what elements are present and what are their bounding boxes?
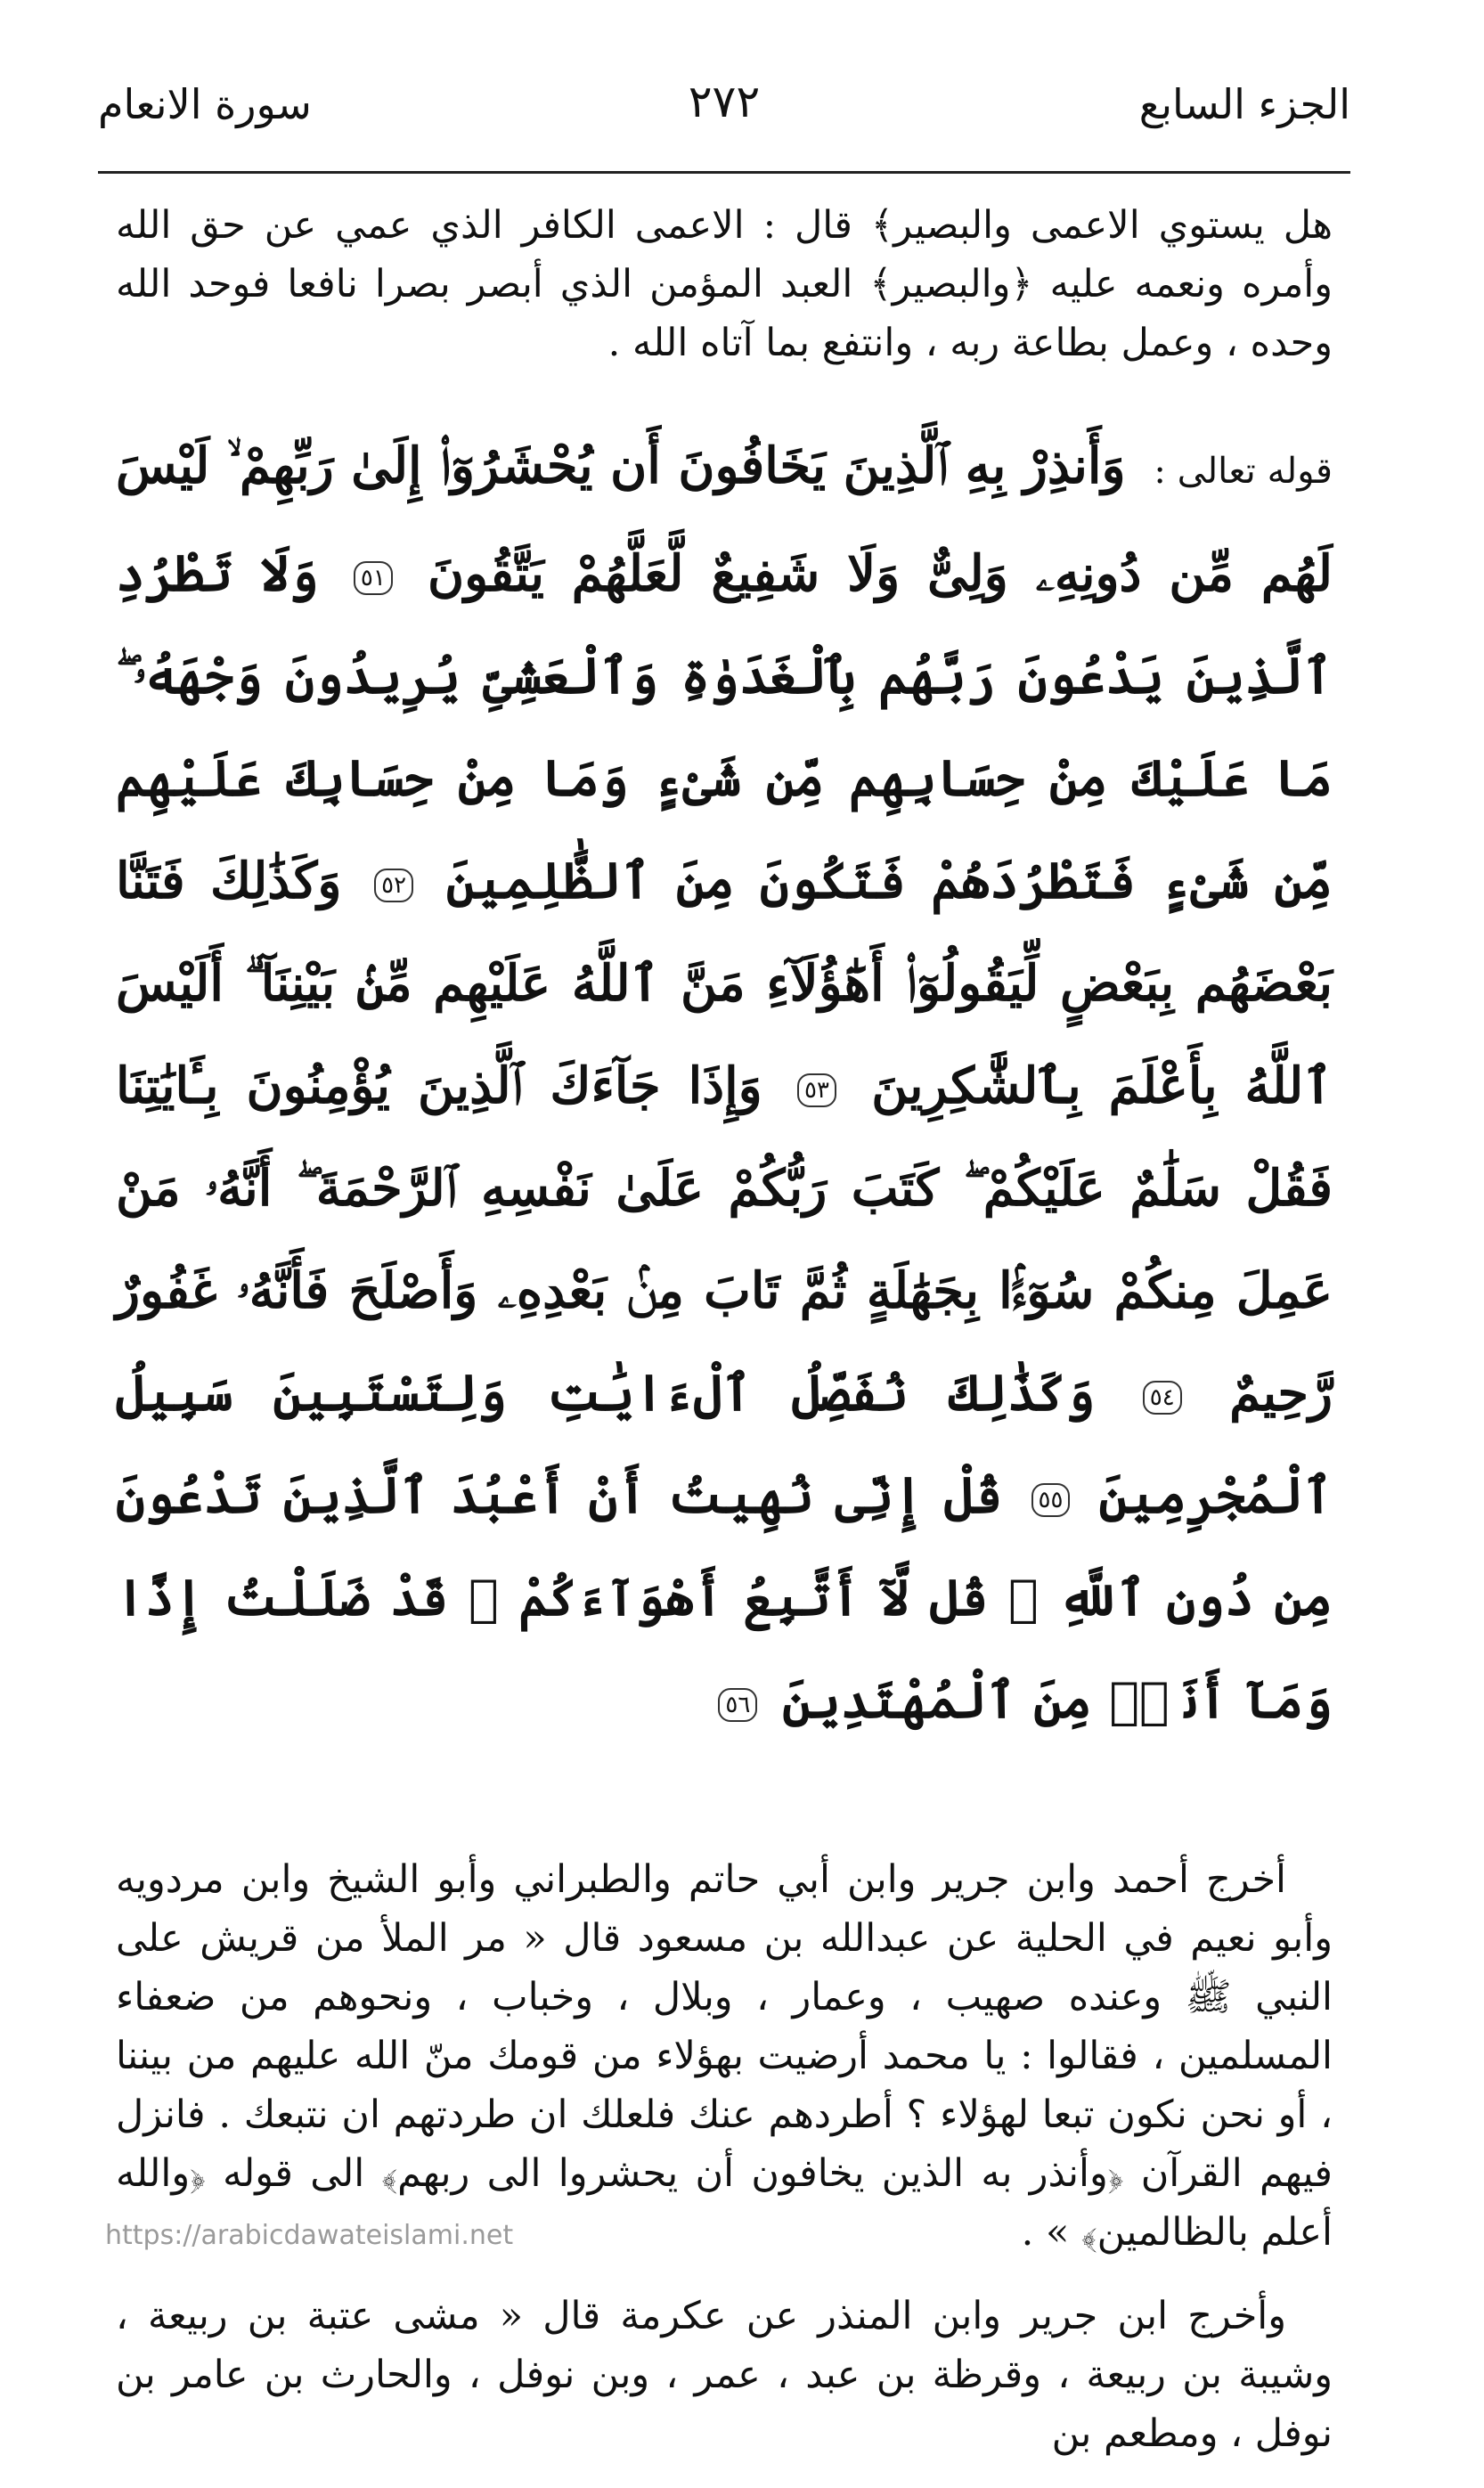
- verse-55: وَكَذَٰلِكَ نُفَصِّلُ ٱلْءَايَٰتِ وَلِتَسْتَبِينَ سَبِيلُ ٱلْمُجْرِمِينَ: [116, 1364, 1333, 1525]
- header-divider: [98, 171, 1350, 174]
- source-watermark: https://arabicdawateislami.net: [105, 2220, 514, 2251]
- page-header: [98, 64, 1350, 162]
- verse-end-marker-55: ٥٥: [1031, 1483, 1071, 1517]
- verse-intro-label: قوله تعالى :: [1154, 451, 1333, 492]
- verse-end-marker-51: ٥١: [354, 561, 393, 595]
- commentary-paragraph-2: وأخرج ابن جرير وابن المنذر عن عكرمة قال « مشى عتبة بن ربيعة ، وشيبة بن ربيعة ، وقرظة بن عبد ، عمر ، وبن نوفل ، والحارث بن عامر بن نوفل ، ومطعم بن: [116, 2294, 1333, 2456]
- commentary-paragraph-1: أخرج أحمد وابن جرير وابن أبي حاتم والطبراني وأبو الشيخ وابن مردويه وأبو نعيم في الحلية عن عبدالله بن مسعود قال « مر الملأ من قريش على النبي ﷺ وعنده صهيب ، وعمار ، وبلال ، وخباب ، ونحوهم من ضعفاء المسلمين ، فقالوا : يا محمد أرضيت بهؤلاء من قومك منّ الله عليهم من بيننا ، أو نحن نكون تبعا لهؤلاء ؟ أطردهم عنك فلعلك ان طردتهم ان نتبعك . فانزل فيهم القرآن ﴿وأنذر به الذين يخافون أن يحشروا الى ربهم﴾ الى قوله ﴿والله أعلم بالظالمين﴾ » .: [116, 1857, 1333, 2255]
- verse-54: وَإِذَا جَآءَكَ ٱلَّذِينَ يُؤْمِنُونَ بِـَٔايَٰتِنَا فَقُلْ سَلَٰمٌ عَلَيْكُمْ ۖ كَتَبَ رَبُّكُمْ عَلَىٰ نَفْسِهِ ٱلرَّحْمَةَ ۖ أَنَّهُۥ مَنْ عَمِلَ مِنكُمْ سُوٓءًۢا بِجَهَٰلَةٍ ثُمَّ تَابَ مِنۢ بَعْدِهِۦ وَأَصْلَحَ فَأَنَّهُۥ غَفُورٌ رَّحِيمٌ: [116, 1056, 1333, 1423]
- verse-52: وَلَا تَطْرُدِ ٱلَّذِينَ يَدْعُونَ رَبَّهُم بِٱلْغَدَوٰةِ وَٱلْعَشِىِّ يُرِيدُونَ وَجْهَهُۥ ۖ مَا عَلَيْكَ مِنْ حِسَابِهِم مِّن شَىْءٍ وَمَا مِنْ حِسَابِكَ عَلَيْهِم مِّن شَىْءٍ فَتَطْرُدَهُمْ فَتَكُونَ مِنَ ٱلظَّٰلِمِينَ: [116, 544, 1333, 910]
- verse-end-marker-56: ٥٦: [718, 1688, 757, 1722]
- verse-end-marker-52: ٥٢: [374, 869, 413, 902]
- commentary-paragraph-top: هل يستوي الاعمى والبصير﴾ قال : الاعمى الكافر الذي عمي عن حق الله وأمره ونعمه عليه ﴿والبصير﴾ العبد المؤمن الذي أبصر بصرا نافعا فوحد الله وحده ، وعمل بطاعة ربه ، وانتفع بما آتاه الله .: [116, 203, 1333, 365]
- header-surah-label: سورة الانعام: [98, 80, 312, 128]
- verse-end-marker-54: ٥٤: [1143, 1381, 1182, 1415]
- verse-53: وَكَذَٰلِكَ فَتَنَّا بَعْضَهُم بِبَعْضٍ لِّيَقُولُوٓا۟ أَهَٰٓؤُلَآءِ مَنَّ ٱللَّهُ عَلَيْهِم مِّنۢ بَيْنِنَآ ۗ أَلَيْسَ ٱللَّهُ بِأَعْلَمَ بِٱلشَّٰكِرِينَ: [116, 852, 1333, 1115]
- page-number: ٢٧٢: [688, 76, 761, 127]
- verse-56: قُلْ إِنِّى نُهِيتُ أَنْ أَعْبُدَ ٱلَّذِينَ تَدْعُونَ مِن دُونِ ٱللَّهِ ۚ قُل لَّآ أَتَّبِعُ أَهْوَآءَكُمْ ۙ قَدْ ضَلَلْتُ إِذًا وَمَآ أَنَا۠ مِنَ ٱلْمُهْتَدِينَ: [116, 1466, 1333, 1730]
- header-part-label: الجزء السابع: [1138, 80, 1350, 128]
- verse-51: وَأَنذِرْ بِهِ ٱلَّذِينَ يَخَافُونَ أَن يُحْشَرُوٓا۟ إِلَىٰ رَبِّهِمْ ۙ لَيْسَ لَهُم مِّن دُونِهِۦ وَلِىٌّ وَلَا شَفِيعٌ لَّعَلَّهُمْ يَتَّقُونَ: [116, 436, 1333, 603]
- page-content: [116, 196, 1333, 2488]
- quran-verses-block: [116, 415, 1333, 1752]
- verse-end-marker-53: ٥٣: [797, 1073, 836, 1107]
